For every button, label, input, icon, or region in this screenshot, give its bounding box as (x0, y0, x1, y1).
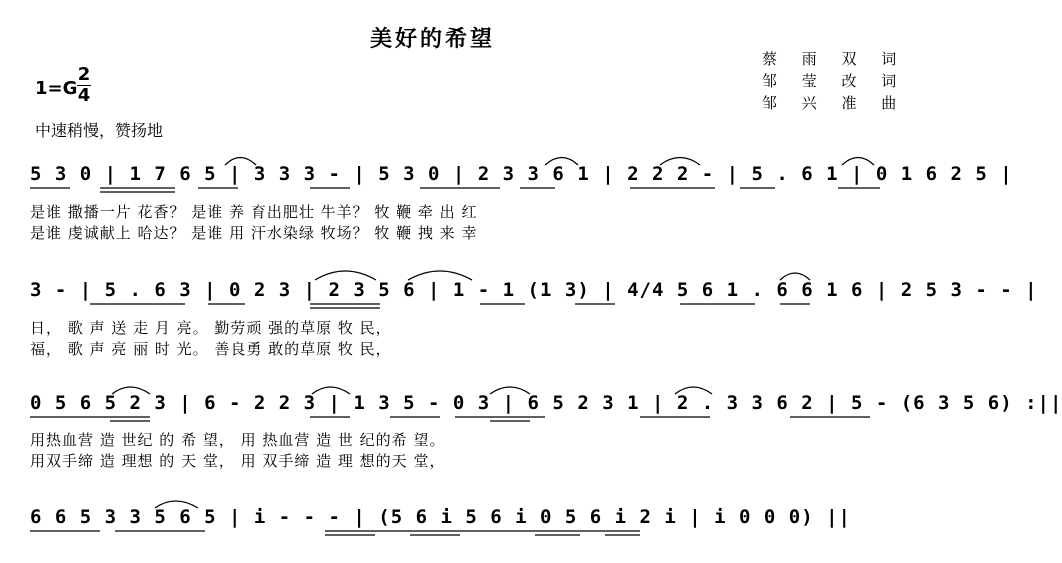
notation-row-4: 6 6 5 3 3 5 6 5 | i - - - | (5 6 i 5 6 i 0 5 6 i 2 i | i 0 0 0) || (30, 506, 851, 528)
notation-row-2: 3 - | 5 . 6 3 | 0 2 3 | 2 3 5 6 | 1 - 1 (1 3) | 4/4 5 6 1 . 6 6 1 6 | 2 5 3 - - | (30, 279, 1038, 301)
slur (408, 271, 472, 280)
notation-row-1: 5 3 0 | 1 7 6 5 | 3 3 3 - | 5 3 0 | 2 3 3 6 1 | 2 2 2 - | 5 . 6 1 | 0 1 6 2 5 | (30, 163, 1013, 185)
lyrics-row-1-verse-1: 是谁 撒播一片 花香？ 是谁 养 育出肥壮 牛羊？ 牧 鞭 牵 出 红 (30, 203, 478, 221)
time-signature-bottom: 4 (77, 85, 91, 106)
slur (490, 387, 530, 394)
lyrics-row-1-verse-2: 是谁 虔诚献上 哈达？ 是谁 用 汗水染绿 牧场？ 牧 鞭 拽 来 幸 (30, 224, 478, 242)
slur (112, 387, 150, 394)
slur (660, 158, 700, 166)
tempo-marking: 中速稍慢，赞扬地 (35, 121, 164, 140)
time-signature-top: 2 (77, 64, 91, 85)
lyrics-row-2-verse-2: 福， 歌 声 亮 丽 时 光。 善良勇 敢的草原 牧 民， (30, 340, 392, 358)
lyric-reviser-credit: 邹 莹 改 词 (762, 72, 907, 90)
composer-credit: 邹 兴 准 曲 (762, 94, 907, 112)
lyricist-credit: 蔡 雨 双 词 (762, 50, 907, 68)
key-signature: 1=G (35, 78, 78, 99)
lyrics-row-2-verse-1: 日， 歌 声 送 走 月 亮。 勤劳顽 强的草原 牧 民， (30, 319, 392, 337)
slur (545, 158, 578, 166)
slur (225, 158, 256, 166)
lyrics-row-3-verse-1: 用热血营 造 世纪 的 希 望， 用 热血营 造 世 纪的希 望。 (30, 431, 446, 449)
slur (675, 387, 712, 394)
lyrics-row-3-verse-2: 用双手缔 造 理想 的 天 堂， 用 双手缔 造 理 想的天 堂， (30, 452, 446, 470)
slur (155, 501, 198, 508)
notation-row-3: 0 5 6 5 2 3 | 6 - 2 2 3 | 1 3 5 - 0 3 | 6 5 2 3 1 | 2 . 3 3 6 2 | 5 - (6 3 5 6) :|| (30, 392, 1062, 414)
slur (312, 387, 350, 394)
slur (780, 273, 810, 280)
slur (315, 271, 376, 280)
slur (842, 158, 874, 166)
song-title: 美好的希望 (370, 27, 496, 52)
